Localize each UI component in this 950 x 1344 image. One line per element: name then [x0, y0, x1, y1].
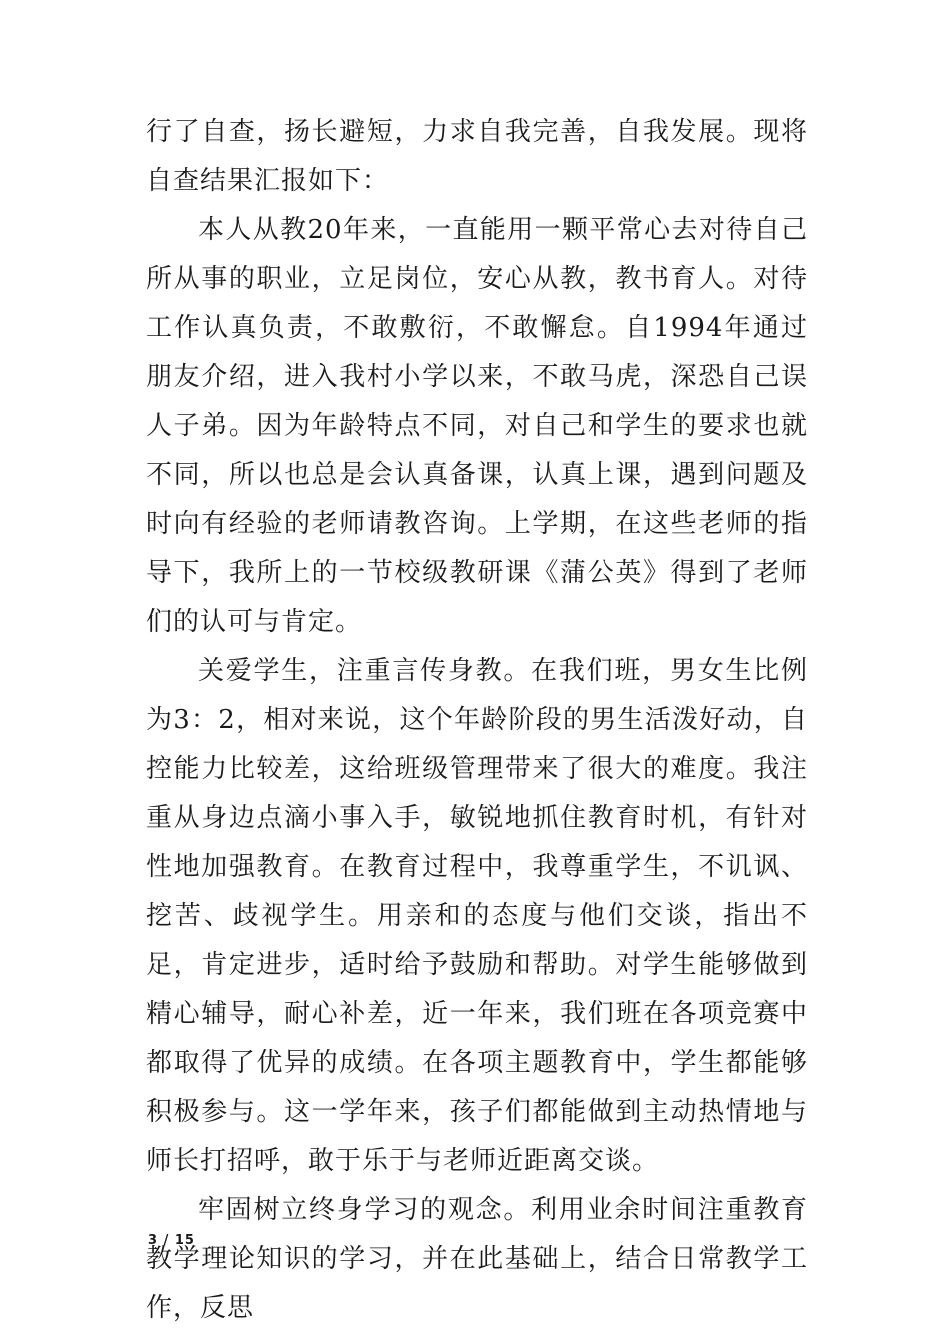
page-number: 3 / 15 — [148, 1233, 195, 1248]
paragraph-caring-for-students: 关爱学生，注重言传身教。在我们班，男女生比例为3：2，相对来说，这个年龄阶段的男生活泼好动，自控能力比较差，这给班级管理带来了很大的难度。我注重从身边点滴小事入手，敏锐地抓住教育时机，有针对性地加强教育。在教育过程中，我尊重学生，不讥讽、挖苦、歧视学生。用亲和的态度与他们交谈，指出不足，肯定进步，适时给予鼓励和帮助。对学生能够做到精心辅导，耐心补差，近一年来，我们班在各项竞赛中都取得了优异的成绩。在各项主题教育中，学生都能够积极参与。这一学年来，孩子们都能做到主动热情地与师长打招呼，敢于乐于与老师近距离交谈。 — [146, 656, 808, 1176]
paragraph-continuation: 行了自查，扬长避短，力求自我完善，自我发展。现将自查结果汇报如下： — [146, 117, 808, 196]
paragraph-lifelong-learning: 牢固树立终身学习的观念。利用业余时间注重教育教学理论知识的学习，并在此基础上，结合日常教学工作，反思 — [146, 1195, 808, 1323]
paragraph-teaching-experience: 本人从教20年来，一直能用一颗平常心去对待自己所从事的职业，立足岗位，安心从教，教书育人。对待工作认真负责，不敢敷衍，不敢懈怠。自1994年通过朋友介绍，进入我村小学以来，不敢马虎，深恐自己误人子弟。因为年龄特点不同，对自己和学生的要求也就不同，所以也总是会认真备课，认真上课，遇到问题及时向有经验的老师请教咨询。上学期，在这些老师的指导下，我所上的一节校级教研课《蒲公英》得到了老师们的认可与肯定。 — [146, 215, 808, 637]
document-body — [146, 108, 808, 1333]
